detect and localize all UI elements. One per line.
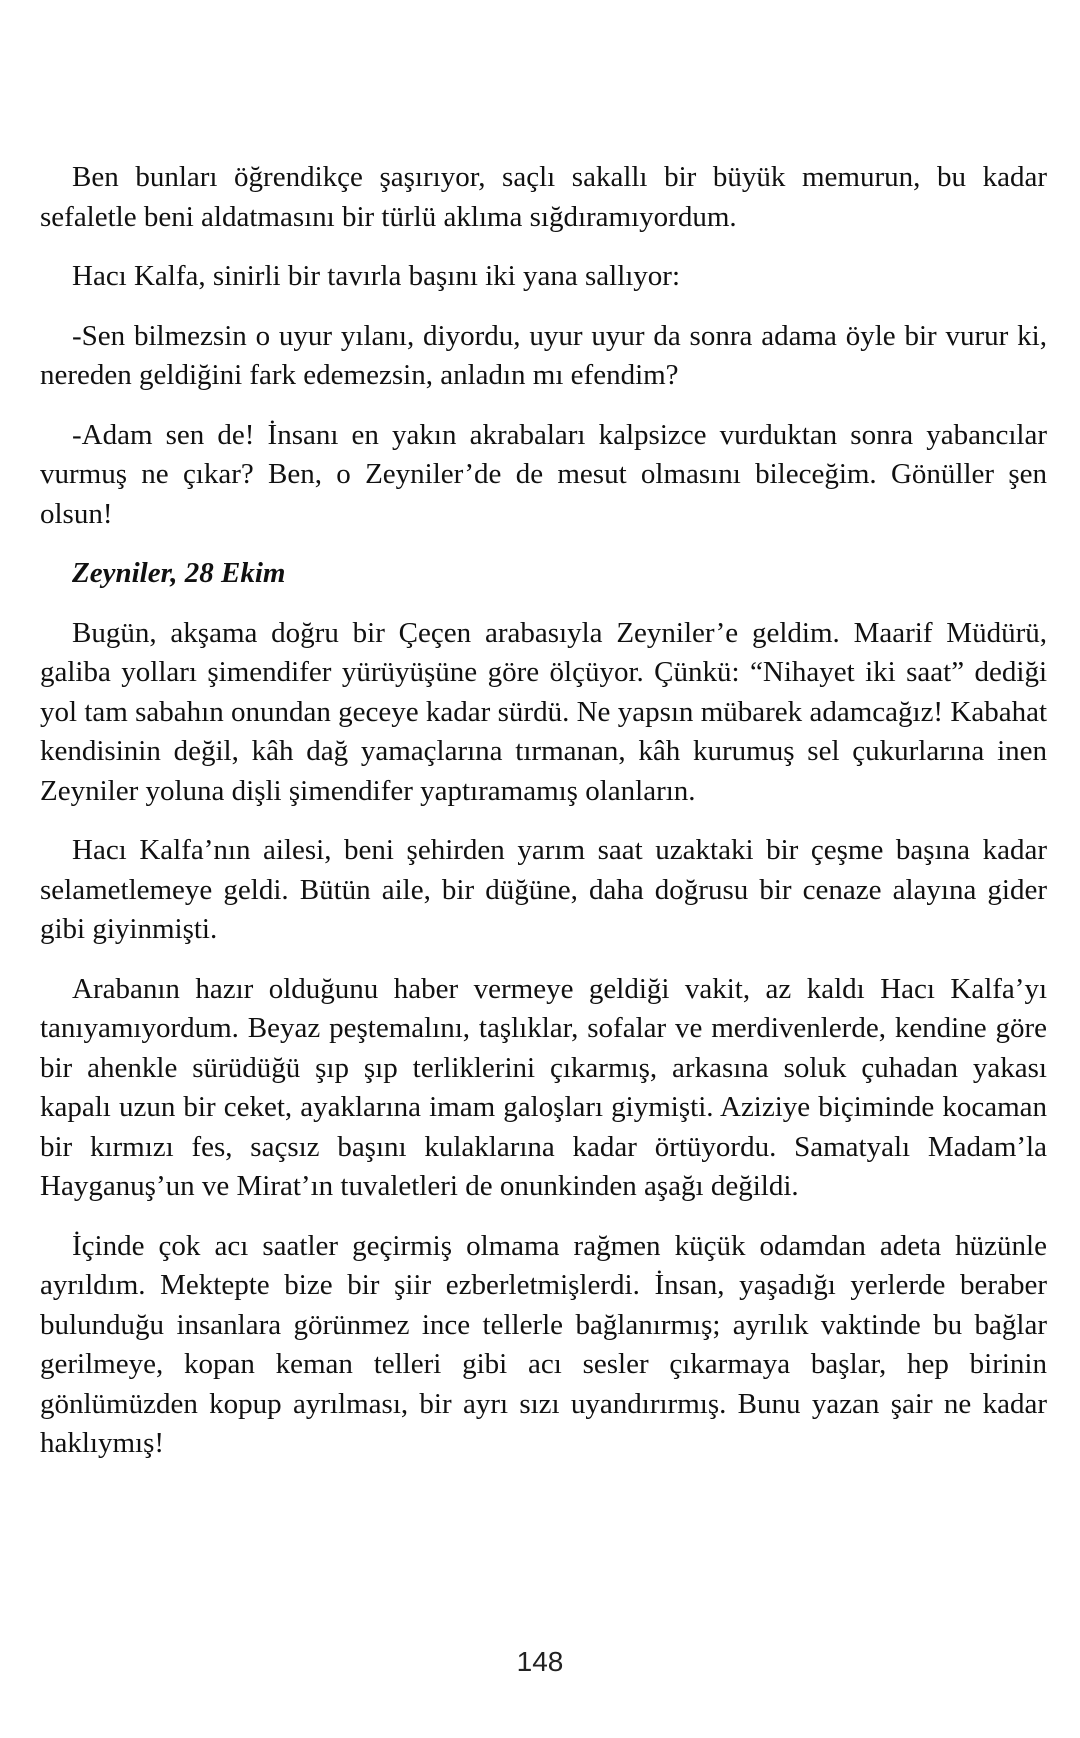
paragraph: Hacı Kalfa’nın ailesi, beni şehirden yarım saat uzaktaki bir çeşme başına kadar selametlemeye geldi. Bütün aile, bir düğüne, daha doğrusu bir cenaze alayına gider gibi giyinmişti. bbox=[40, 834, 1047, 945]
page-body bbox=[40, 158, 1047, 1484]
paragraph: İçinde çok acı saatler geçirmiş olmama rağmen küçük odamdan adeta hüzünle ayrıldım. Mektepte bize bir şiir ezberletmişlerdi. İnsan, yaşadığı yerlerde beraber bulunduğu insanlara görünmez ince tellerle bağlanırmış; ayrılık vaktinde bu bağlar gerilmeye, kopan keman telleri gibi acı sesler çıkarmaya başlar, hep birinin gönlümüzden kopup ayrılması, bir ayrı sızı uyandırırmış. Bunu yazan şair ne kadar haklıymış! bbox=[40, 1229, 1047, 1459]
page-number: 148 bbox=[516, 1646, 564, 1677]
paragraph: Arabanın hazır olduğunu haber vermeye geldiği vakit, az kaldı Hacı Kalfa’yı tanıyamıyordum. Beyaz peştemalını, taşlıklar, sofalar ve merdivenlerde, kendine göre bir ahenkle sürüdüğü şıp şıp terliklerini çıkarmış, arkasına soluk çuhadan yakası kapalı uzun bir ceket, ayaklarına imam galoşları giymişti. Aziziye biçiminde kocaman bir kırmızı fes, saçsız başını kulaklarına kadar örtüyordu. Samatyalı Madam’la Hayganuş’un ve Mirat’ın tuvaletleri de onunkinden aşağı değildi. bbox=[40, 972, 1047, 1202]
paragraph: -Adam sen de! İnsanı en yakın akrabaları kalpsizce vurduktan sonra yabancılar vurmuş ne çıkar? Ben, o Zeyniler’de de mesut olmasını bileceğim. Gönüller şen olsun! bbox=[40, 418, 1047, 530]
paragraph: Ben bunları öğrendikçe şaşırıyor, saçlı sakallı bir büyük memurun, bu kadar sefaletle beni aldatmasını bir türlü aklıma sığdıramıyordum. bbox=[40, 161, 1047, 233]
paragraph: -Sen bilmezsin o uyur yılanı, diyordu, uyur uyur da sonra adama öyle bir vurur ki, nereden geldiğini fark edemezsin, anladın mı efendim? bbox=[40, 319, 1047, 391]
paragraph: Bugün, akşama doğru bir Çeçen arabasıyla Zeyniler’e geldim. Maarif Müdürü, galiba yolları şimendifer yürüyüşüne göre ölçüyor. Çünkü: “Nihayet iki saat” dediği yol tam sabahın onundan geceye kadar sürdü. Ne yapsın mübarek adamcağız! Kabahat kendisinin değil, kâh dağ yamaçlarına tırmanan, kâh kurumuş sel çukurlarına inen Zeyniler yoluna dişli şimendifer yaptıramamış olanların. bbox=[40, 616, 1047, 807]
paragraph: Hacı Kalfa, sinirli bir tavırla başını iki yana sallıyor: bbox=[72, 260, 681, 292]
section-heading: Zeyniler, 28 Ekim bbox=[72, 557, 286, 589]
